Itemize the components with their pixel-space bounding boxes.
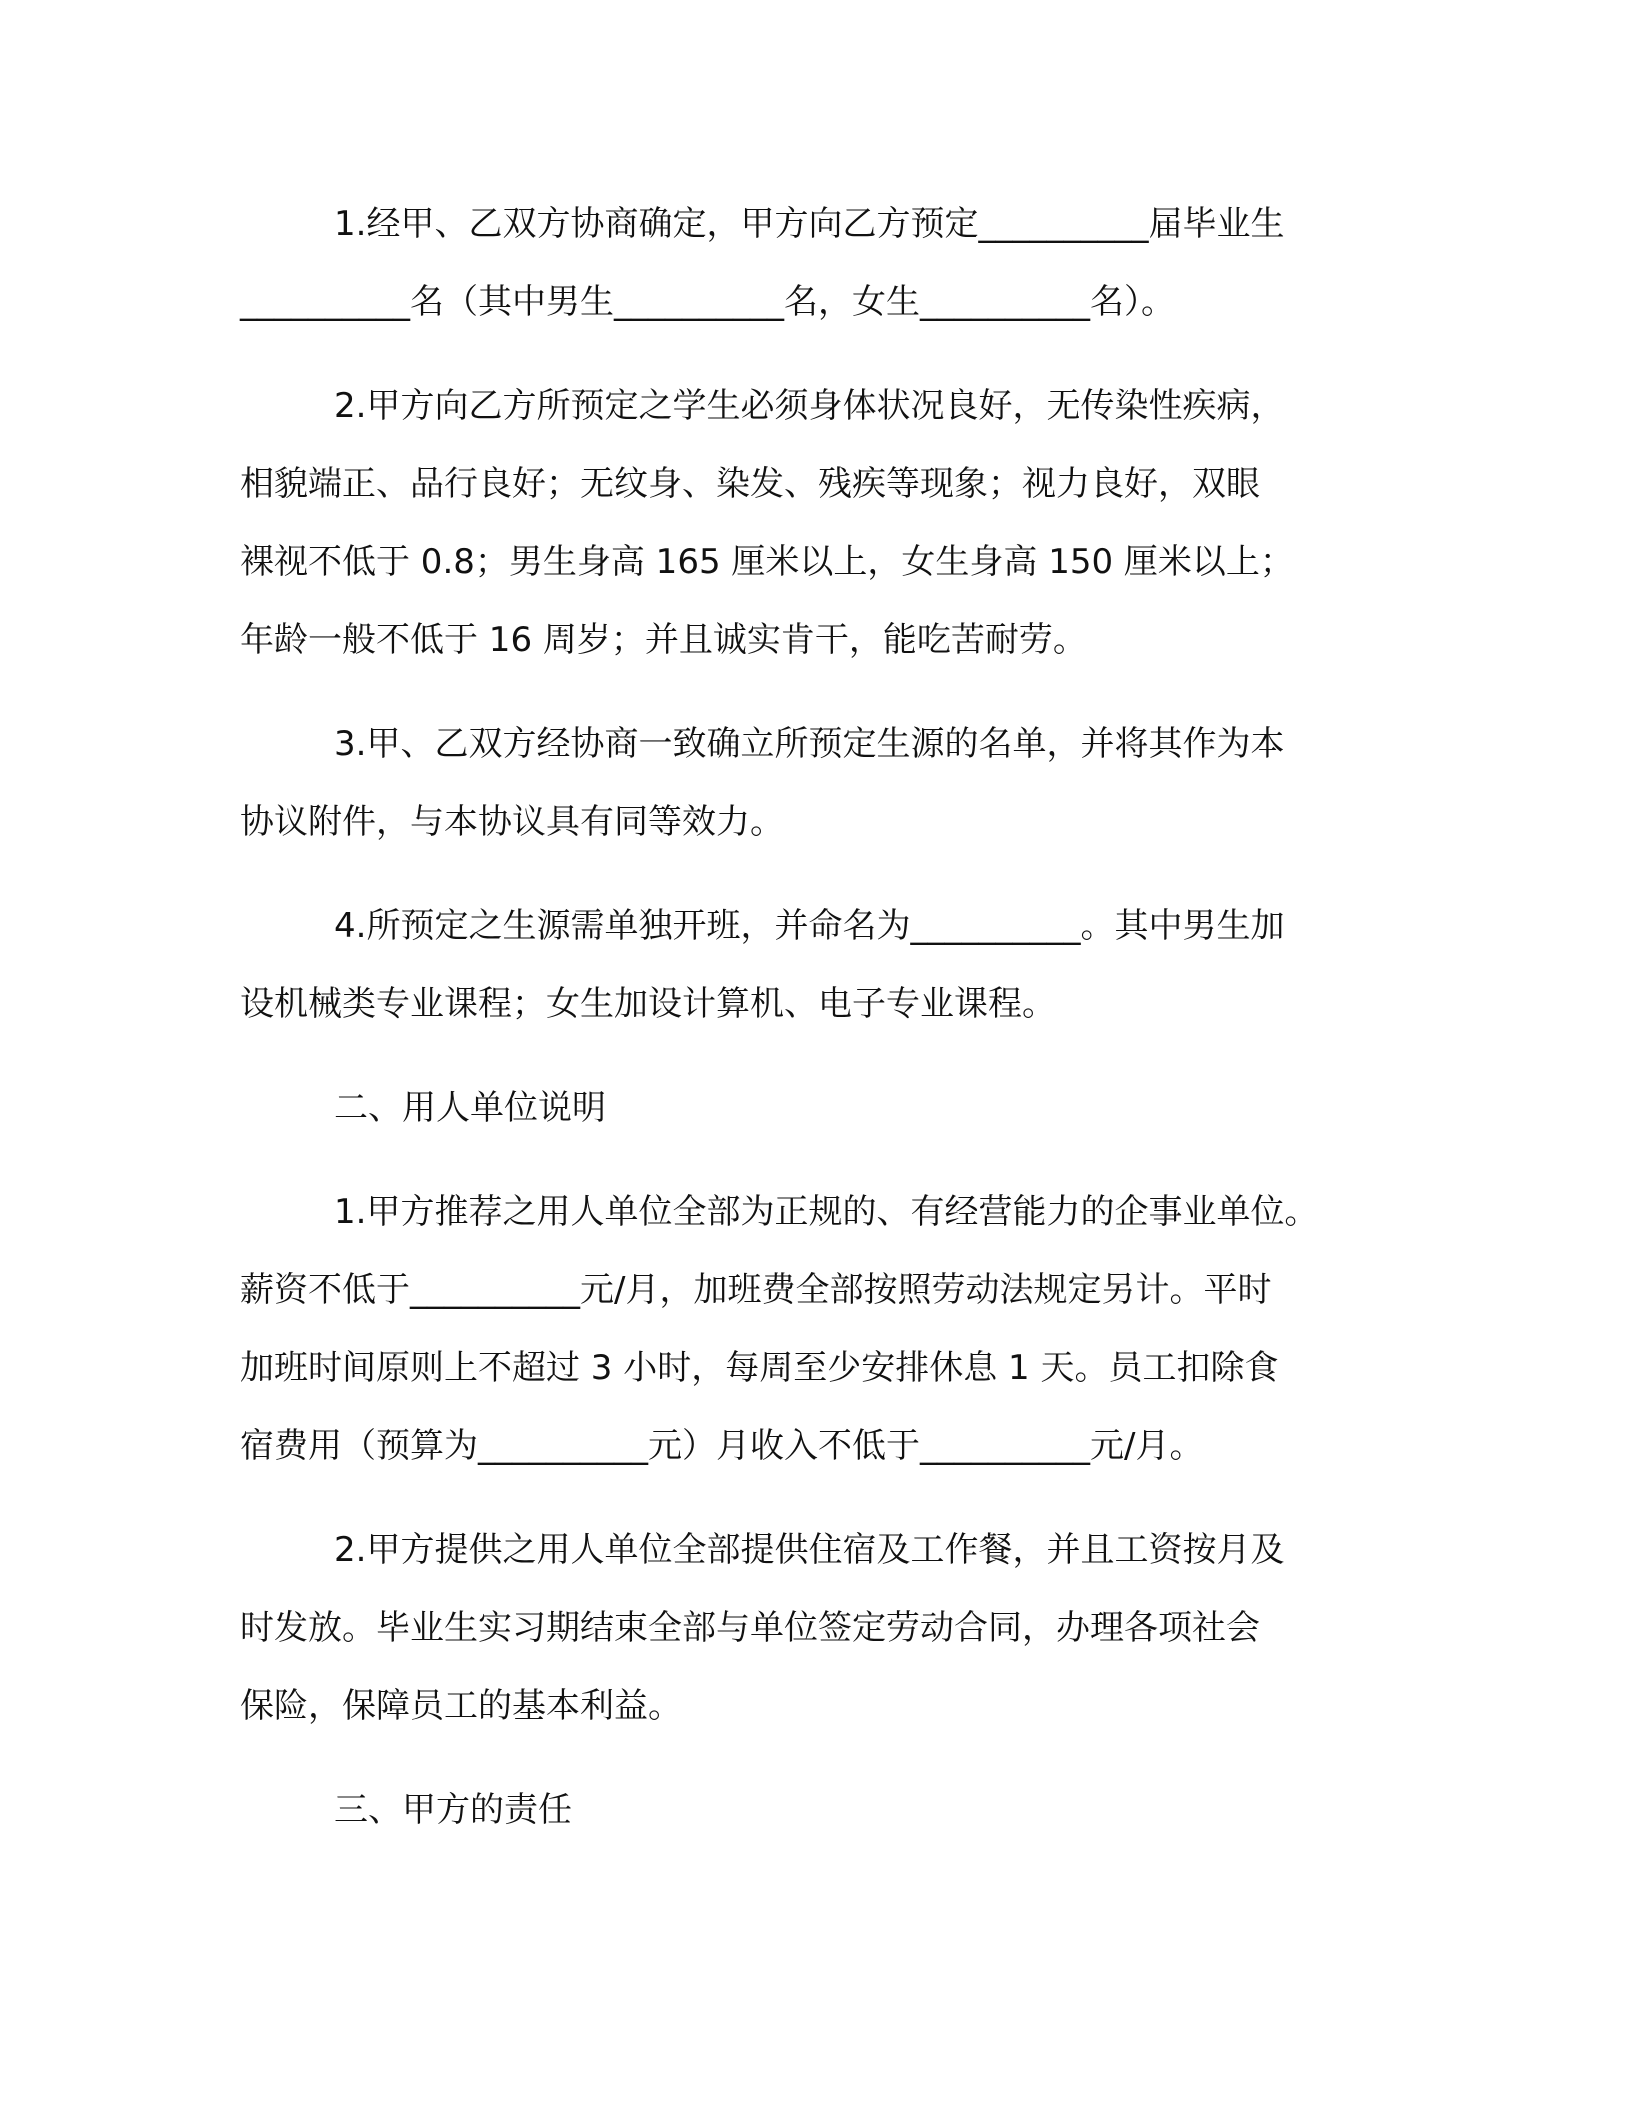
paragraph-line: 设机械类专业课程；女生加设计算机、电子专业课程。 (240, 984, 1056, 1024)
paragraph-line: 加班时间原则上不超过 3 小时，每周至少安排休息 1 天。员工扣除食 (240, 1348, 1279, 1388)
paragraph-line: 时发放。毕业生实习期结束全部与单位签定劳动合同，办理各项社会 (240, 1608, 1260, 1648)
paragraph-line: 年龄一般不低于 16 周岁；并且诚实肯干，能吃苦耐劳。 (240, 620, 1087, 660)
paragraph-line: 薪资不低于__________元/月，加班费全部按照劳动法规定另计。平时 (240, 1270, 1272, 1310)
paragraph-line: 保险，保障员工的基本利益。 (240, 1686, 682, 1726)
paragraph-line: 1.甲方推荐之用人单位全部为正规的、有经营能力的企事业单位。 (334, 1192, 1319, 1232)
paragraph-line: 协议附件，与本协议具有同等效力。 (240, 802, 784, 842)
section-heading: 二、用人单位说明 (334, 1088, 606, 1128)
paragraph-line: 裸视不低于 0.8；男生身高 165 厘米以上，女生身高 150 厘米以上； (240, 542, 1294, 582)
paragraph-line: __________名（其中男生__________名，女生__________名）。 (240, 282, 1175, 322)
paragraph-line: 相貌端正、品行良好；无纹身、染发、残疾等现象；视力良好，双眼 (240, 464, 1260, 504)
paragraph-line: 2.甲方提供之用人单位全部提供住宿及工作餐，并且工资按月及 (334, 1530, 1285, 1570)
paragraph-line: 宿费用（预算为__________元）月收入不低于__________元/月。 (240, 1426, 1204, 1466)
paragraph-line: 3.甲、乙双方经协商一致确立所预定生源的名单，并将其作为本 (334, 724, 1285, 764)
section-heading: 三、甲方的责任 (334, 1790, 572, 1830)
paragraph-line: 1.经甲、乙双方协商确定，甲方向乙方预定__________届毕业生 (334, 204, 1285, 244)
paragraph-line: 4.所预定之生源需单独开班，并命名为__________。其中男生加 (334, 906, 1285, 946)
paragraph-line: 2.甲方向乙方所预定之学生必须身体状况良好，无传染性疾病， (334, 386, 1285, 426)
